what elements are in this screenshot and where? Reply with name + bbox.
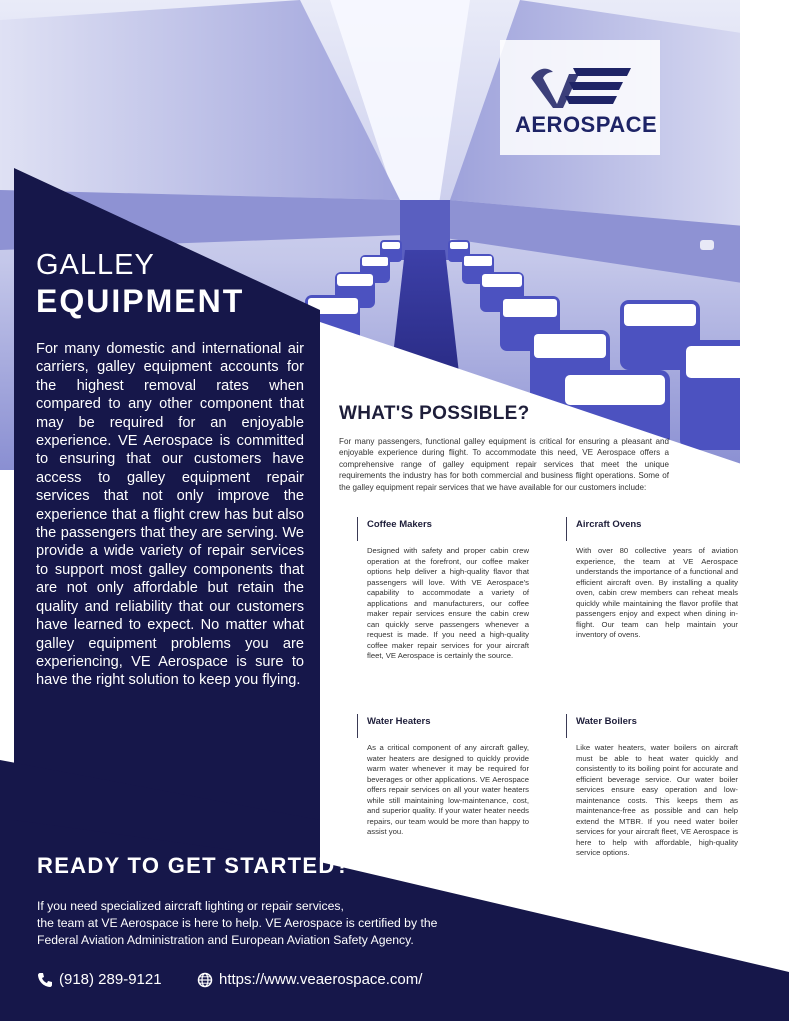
website-link[interactable] [197,971,422,988]
cta-line-1: If you need specialized aircraft lighting or repair services, [37,899,344,913]
page-title [36,248,244,320]
cta-line-2: the team at VE Aerospace is here to help. VE Aerospace is certified by the [37,916,438,930]
globe-icon [197,972,213,988]
service-divider [566,714,567,738]
whats-possible-heading: WHAT'S POSSIBLE? [339,403,530,424]
phone-icon [37,972,53,988]
service-divider [357,517,358,541]
website-url: https://www.veaerospace.com/ [219,971,423,988]
service-body: Like water heaters, water boilers on aircraft must be able to heat water quickly and consistently to its boiling point for accurate and efficient beverage service. Our water boiler services ensure easy operation and low-maintenance costs. This keeps them as maintenance-free as possible and can help extend the MTBR. If you need water boiler services for your aircraft fleet, VE Aerospace is here to help with affordable, high-quality service options. [576,743,738,858]
phone-number: (918) 289-9121 [59,971,162,988]
title-line-2: EQUIPMENT [36,283,245,319]
title-line-1: GALLEY [36,249,155,281]
whats-possible-intro: For many passengers, functional galley equipment is critical for ensuring a pleasant and enjoyable experience during flight. To accommodate this need, VE Aerospace offers a comprehensive range of galley equipment repair services that meet the unique requirements the industry has for both commercial and business flight operations. Some of the galley equipment repair services that we have available for our customers include: [339,437,669,492]
service-divider [357,714,358,738]
service-heading: Aircraft Ovens [576,519,642,530]
service-heading: Water Boilers [576,716,637,727]
cta-text [37,898,457,949]
logo-wordmark: AEROSPACE [515,112,658,137]
phone-contact[interactable] [37,971,162,988]
service-heading: Coffee Makers [367,519,432,530]
ve-logo-mark-icon [523,58,633,110]
service-body: With over 80 collective years of aviation experience, the team at VE Aerospace understands the importance of a functional and efficient aircraft oven. By installing a quality oven, cabin crew members can reheat meals quickly while maintaining the flavor profile that passengers enjoy and expect when dining in-flight. Our team can help maintain your inventory of ovens. [576,546,738,640]
cta-heading: READY TO GET STARTED? [37,853,351,878]
service-body: As a critical component of any aircraft galley, water heaters are designed to quickly provide warm water whenever it may be required for beverages or other applications. VE Aerospace offers repair services on all your water heaters while still maintaining low-maintenance, cost, and superior quality. If your water heater needs repairs, our team would be more than happy to assist you. [367,743,529,837]
service-divider [566,517,567,541]
service-heading: Water Heaters [367,716,431,727]
cta-line-3: Federal Aviation Administration and European Aviation Safety Agency. [37,933,414,947]
service-body: Designed with safety and proper cabin crew operation at the forefront, our coffee maker options help deliver a high-quality flavor that passengers will love. With VE Aerospace's capability to accommodate a variety of applications and manufacturers, our coffee maker repair services ensure the cabin crew can quickly serve passengers whenever a request is made. If you need a high-quality coffee maker repair services for your aircraft fleet, VE Aerospace is certainly the source. [367,546,529,661]
intro-paragraph: For many domestic and international air carriers, galley equipment accounts for the highest removal rates when compared to any other component that may be required for an enjoyable experience. VE Aerospace is committed to ensuring that our customers have access to galley equipment repair services that not only improve the experience that a flight crew has but also the passengers that they are serving. We provide a wide variety of repair services to support most galley components that are not only affordable but retain the quality and reliability that our customers have learned to expect. No matter what galley equipment problems you are experiencing, VE Aerospace is sure to have the right solution to keep you flying. [36,341,304,689]
company-logo [515,58,658,138]
